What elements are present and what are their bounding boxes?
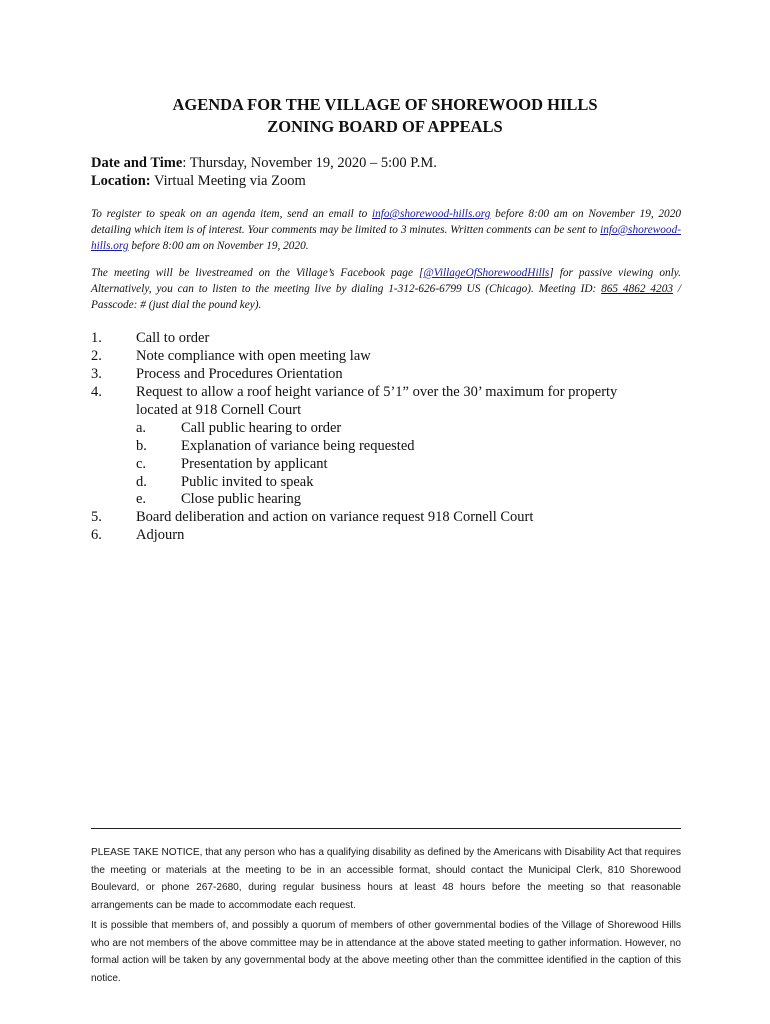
page-title: AGENDA FOR THE VILLAGE OF SHOREWOOD HILLS: [172, 95, 598, 114]
register-paragraph: [91, 207, 681, 254]
agenda-item-text: Board deliberation and action on variance request 918 Cornell Court: [136, 509, 534, 525]
facebook-link[interactable]: @VillageOfShorewoodHills: [423, 267, 550, 279]
register-text: before 8:00 am on November 19, 2020.: [128, 239, 309, 252]
agenda-item-number: 1.: [91, 330, 102, 346]
livestream-text: ] for passive viewing only. Alternatively, you can to listen to the meeting live by dialing 1-312-626-6799 US (Chicago). Meeting ID:: [91, 267, 682, 295]
notice-divider: [91, 828, 681, 829]
agenda-item-text: Note compliance with open meeting law: [136, 348, 371, 364]
date-time-label: Date and Time: [91, 155, 183, 171]
location-line: [91, 172, 306, 190]
agenda-subitem-letter: d.: [136, 474, 147, 490]
location-label: Location:: [91, 173, 151, 189]
agenda-item-text: Call to order: [136, 330, 210, 346]
date-time-line: [91, 154, 437, 172]
agenda-item-number: 6.: [91, 527, 102, 543]
email-link[interactable]: info@shorewood-hills.org: [91, 223, 681, 252]
agenda-item-text: Adjourn: [136, 527, 185, 543]
agenda-item-number: 3.: [91, 366, 102, 382]
accessibility-notice: PLEASE TAKE NOTICE, that any person who has a qualifying disability as defined by the Americans with Disability Act that requires the meeting or materials at the meeting to be in an accessible format, should contact the Municipal Clerk, 810 Shorewood Boulevard, or phone 267-2680, during regular business hours at least 48 hours before the meeting so that reasonable arrangements can be made to accommodate each request.: [91, 847, 681, 911]
agenda-item-number: 5.: [91, 509, 102, 525]
agenda-subitem-text: Presentation by applicant: [181, 456, 328, 472]
livestream-text: / Passcode: # (just dial the pound key).: [91, 282, 682, 311]
agenda-subitem-letter: b.: [136, 438, 147, 454]
agenda-item-text: Request to allow a roof height variance of 5’1” over the 30’ maximum for property: [136, 384, 618, 400]
agenda-item-text-continued: located at 918 Cornell Court: [136, 402, 302, 418]
quorum-notice: It is possible that members of, and possibly a quorum of members of other governmental bodies of the Village of Shorewood Hills who are not members of the above committee may be in attendance at the above stated meeting to gather information. However, no formal action will be taken by any governmental body at the above meeting other than the committee identified in the caption of this notice.: [91, 920, 681, 984]
page-subtitle: ZONING BOARD OF APPEALS: [267, 117, 503, 136]
agenda-item-number: 2.: [91, 348, 102, 364]
date-time-value: : Thursday, November 19, 2020 – 5:00 P.M.: [182, 155, 437, 171]
agenda-subitem-text: Close public hearing: [181, 491, 302, 507]
livestream-paragraph: [91, 266, 681, 313]
agenda-item-text: Process and Procedures Orientation: [136, 366, 343, 382]
agenda-item-number: 4.: [91, 384, 102, 400]
location-value: Virtual Meeting via Zoom: [150, 173, 306, 189]
agenda-subitem-text: Call public hearing to order: [181, 420, 342, 436]
register-text: To register to speak on an agenda item, send an email to: [91, 208, 372, 220]
agenda-subitem-text: Explanation of variance being requested: [181, 438, 415, 454]
email-link[interactable]: info@shorewood-hills.org: [371, 208, 491, 220]
agenda-subitem-letter: c.: [136, 456, 147, 472]
register-text: before 8:00 am on November 19, 2020 detailing which item is of interest. Your comments may be limited to 3 minutes. Written comments can be sent to: [91, 208, 681, 236]
livestream-text: The meeting will be livestreamed on the Village’s Facebook page [: [91, 267, 424, 279]
meeting-id: 865 4862 4203: [601, 282, 673, 295]
agenda-subitem-text: Public invited to speak: [181, 474, 314, 490]
agenda-subitem-letter: a.: [136, 420, 147, 436]
agenda-subitem-letter: e.: [136, 491, 147, 507]
